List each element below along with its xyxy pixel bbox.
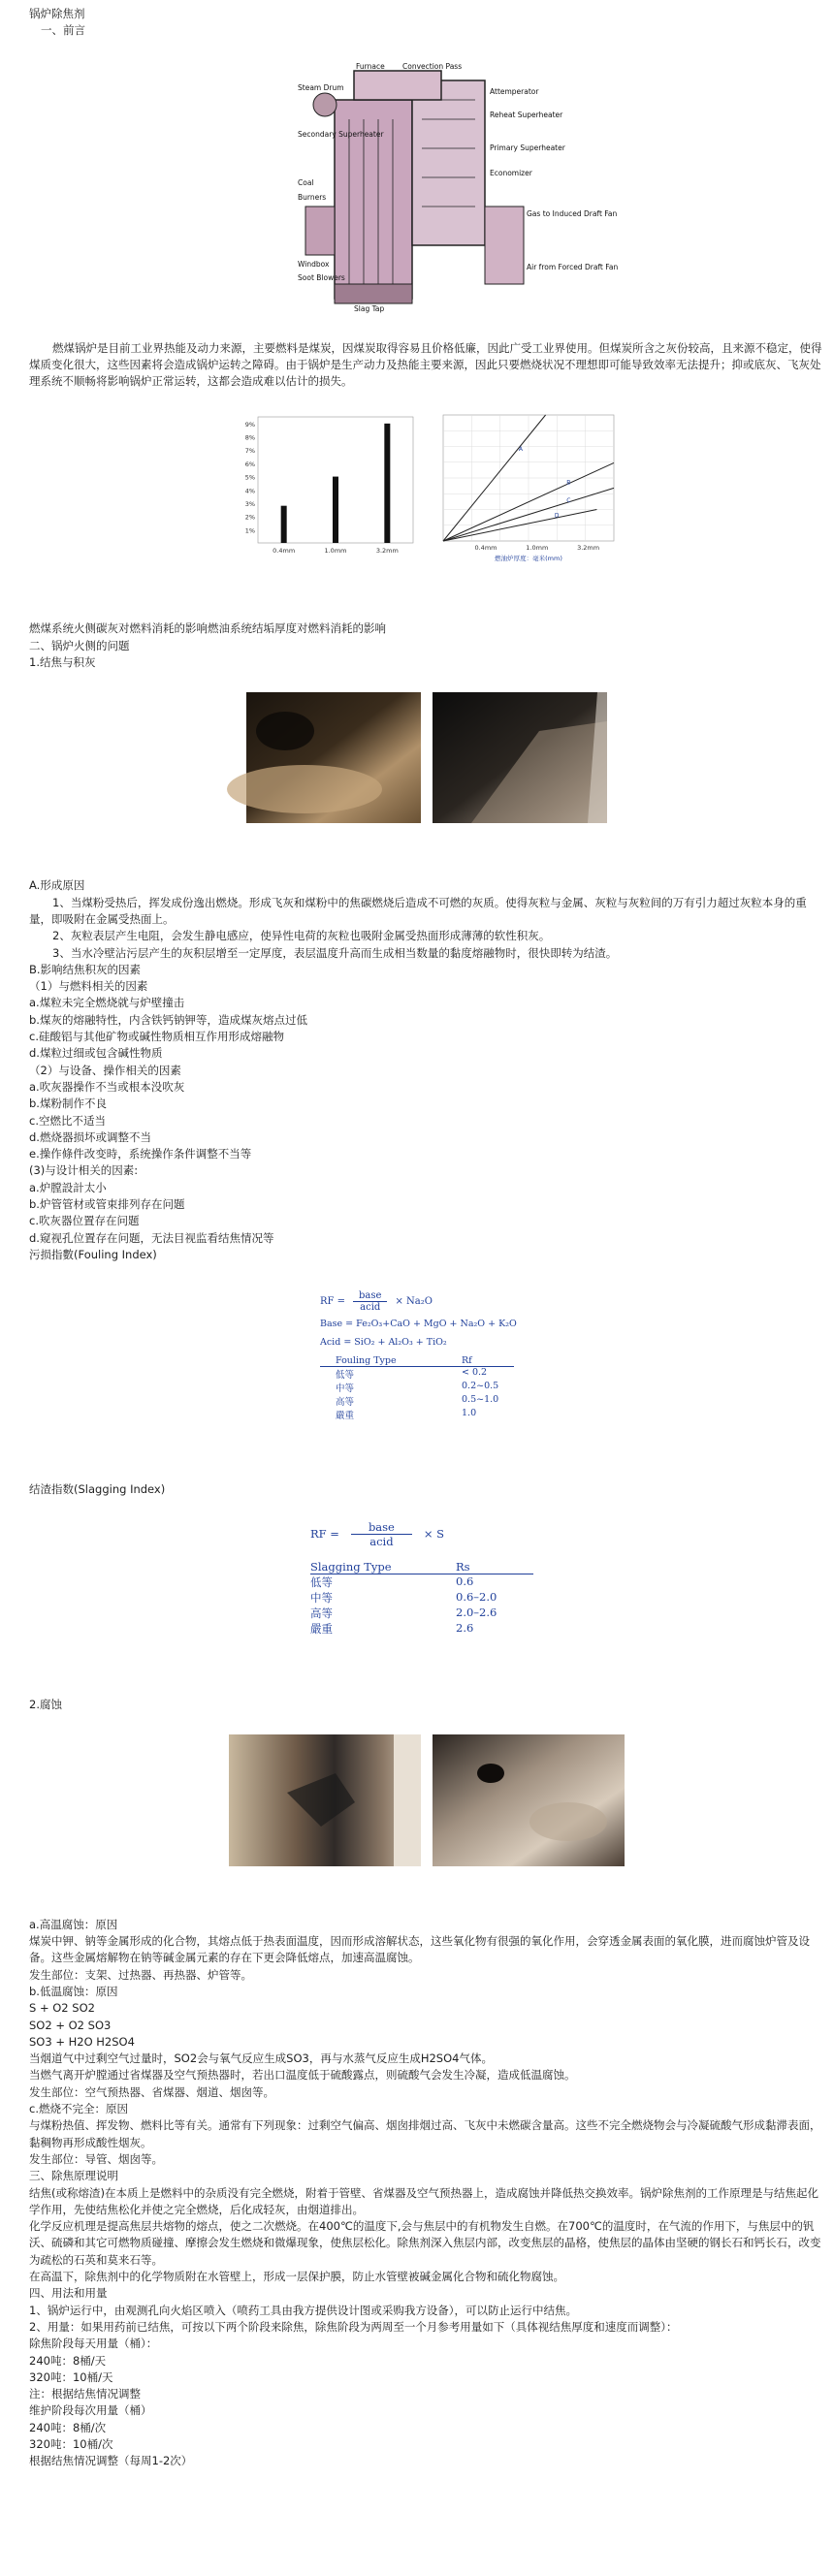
bar-ytick-label: 4% xyxy=(244,487,255,495)
diagram-label-gas: Gas to Induced Draft Fan xyxy=(527,208,618,218)
slagging-title: 结渣指数(Slagging Index) xyxy=(29,1482,166,1497)
table-cell: 嚴重 xyxy=(336,1411,355,1422)
text-line: 发生部位：支架、过热器、再热器、炉管等。 xyxy=(29,1967,252,1982)
fouling-index-formula xyxy=(320,1290,592,1421)
diagram-label-reheat: Reheat Superheater xyxy=(490,110,563,119)
text-line: 除焦阶段每天用量（桶）： xyxy=(29,2337,158,2351)
diagram-label-slagtap: Slag Tap xyxy=(354,303,385,313)
text-line: SO2 + O2 SO3 xyxy=(29,2018,112,2032)
bar-xtick-label: 1.0mm xyxy=(323,547,347,556)
text-line: 四、用法和用量 xyxy=(29,2286,108,2301)
table-cell: 0.5~1.0 xyxy=(462,1394,499,1406)
text-line: d.燃烧器损坏或调整不当 xyxy=(29,1129,151,1144)
bar-xtick-label: 0.4mm xyxy=(272,547,295,556)
table-cell: 嚴重 xyxy=(310,1621,333,1636)
cause-paragraph-1: 1、当煤粉受热后，挥发成份逸出燃烧。形成飞灰和煤粉中的焦碳燃烧后造成不可燃的灰质。使得灰粒与金属、灰粒与灰粒间的万有引力超过灰粒本身的重量，即吸附在金属受热面上。 xyxy=(29,895,807,926)
fouling-rf: RF = xyxy=(320,1296,346,1308)
slag-col1: Slagging Type xyxy=(310,1559,392,1574)
table-cell: 0.6 xyxy=(456,1574,474,1588)
table-row xyxy=(310,1574,601,1590)
text-line: （1）与燃料相关的因素 xyxy=(29,979,148,994)
diagram-label-steam-drum: Steam Drum xyxy=(298,82,344,92)
table-row xyxy=(310,1590,601,1606)
chart-caption: 燃煤系统火侧碳灰对燃料消耗的影响燃油系统结垢厚度对燃料消耗的影响 xyxy=(29,621,386,636)
bar-ytick-label: 1% xyxy=(244,526,255,535)
bar-xtick-label: 3.2mm xyxy=(375,547,399,556)
table-cell: 中等 xyxy=(310,1590,333,1605)
diagram-label-attemperator: Attemperator xyxy=(490,86,539,96)
bar-ytick-label: 9% xyxy=(244,421,255,429)
slag-rf: RF = xyxy=(310,1527,339,1541)
bar-ytick-label: 7% xyxy=(244,447,255,456)
corrosion-photos xyxy=(29,1734,824,1866)
corrosion-and-usage-text xyxy=(29,1917,824,2470)
series-label: B xyxy=(565,480,570,488)
table-cell: 低等 xyxy=(336,1370,355,1382)
table-row xyxy=(310,1621,601,1637)
line-xtick-label: 1.0mm xyxy=(525,544,548,553)
text-line: 三、除焦原理说明 xyxy=(29,2169,118,2183)
text-line: e.操作條件改变時，系统操作条件调整不当等 xyxy=(29,1147,252,1161)
table-cell: 2.6 xyxy=(456,1620,474,1635)
table-cell: 2.0–2.6 xyxy=(456,1605,497,1619)
slag-table-body xyxy=(310,1574,601,1637)
diagram-label-sootblowers: Soot Blowers xyxy=(298,272,345,282)
text-line: （2）与设备、操作相关的因素 xyxy=(29,1063,181,1077)
text-line: 1、锅炉运行中，由观测孔向火焰区喷入（喷药工具由我方提供设计图或采购我方设备），可以防止运行中结焦。 xyxy=(29,2303,578,2317)
text-line: 当燃气离开炉膛通过省煤器及空气预热器时，若出口温度低于硫酸露点，则硫酸气会发生冷凝，造成低温腐蚀。 xyxy=(29,2068,576,2083)
intro-paragraph: 燃煤锅炉是目前工业界热能及动力来源，主要燃料是煤炭，因煤炭取得容易且价格低廉，因此广受工业界使用。但煤炭所含之灰份较高，且来源不稳定，使得煤质变化很大，这些因素将会造成锅炉运转之障碍。由于锅炉是生产动力及热能主要来源，因此只要燃烧状况不理想即可能导致效率无法提升；抑或底灰、飞灰处理系统不顺畅将影响锅炉正常运转，这都会造成难以估计的损失。 xyxy=(29,340,822,389)
fouling-den: acid xyxy=(360,1302,381,1314)
text-line: c.吹灰器位置存在问题 xyxy=(29,1214,140,1228)
boiler-diagram-figure xyxy=(29,61,824,315)
text-line: a.炉膛設計太小 xyxy=(29,1180,107,1194)
table-cell: 1.0 xyxy=(462,1408,477,1419)
fouling-col1: Fouling Type xyxy=(336,1355,397,1367)
text-line: 与煤粉热值、挥发物、燃料比等有关。通常有下列现象：过剩空气偏高、烟囱排烟过高、飞灰中未燃碳含量高。这些不完全燃烧物会与冷凝硫酸气形成黏滞表面，黏稠物再形成酸性烟灰。 xyxy=(29,2118,821,2149)
line-xaxis-title: 燃油炉厚度：毫米(mm) xyxy=(494,555,562,563)
corrosion-photo-2 xyxy=(433,1734,625,1866)
cause-heading: A.形成原因 xyxy=(29,878,85,893)
fuel-loss-bar-chart xyxy=(231,409,420,569)
text-line: 320吨：10桶/天 xyxy=(29,2369,113,2384)
bar xyxy=(333,477,338,543)
text-line: 当烟道气中过剩空气过量时，SO2会与氧气反应生成SO3，再与水蒸气反应生成H2SO4气体。 xyxy=(29,2051,493,2066)
text-line: (3)与设计相关的因素: xyxy=(29,1163,139,1178)
table-row xyxy=(320,1367,592,1381)
text-line: 维护阶段每次用量（桶） xyxy=(29,2403,152,2418)
diagram-label-furnace: Furnace xyxy=(356,61,385,71)
series-label: C xyxy=(565,497,570,505)
text-line: 发生部位：导管、烟囱等。 xyxy=(29,2151,163,2166)
line-xtick-label: 3.2mm xyxy=(576,544,599,553)
line-xtick-label: 0.4mm xyxy=(473,544,497,553)
text-line: a.煤粒未完全燃烧就与炉壁撞击 xyxy=(29,996,185,1010)
bar-ytick-label: 3% xyxy=(244,500,255,509)
text-line: a.高温腐蚀：原因 xyxy=(29,1917,118,1931)
factor-list xyxy=(29,962,824,1263)
doc-title: 锅炉除焦剂 xyxy=(29,7,85,20)
bar-ytick-label: 6% xyxy=(244,461,255,469)
table-row xyxy=(320,1394,592,1408)
text-line: 化学反应机理是提高焦层共熔物的熔点，使之二次燃烧。在400℃的温度下,会与焦层中的有机物发生自燃。在700℃的温度时，在气流的作用下，与焦层中的钒沃、硫磷和其它可燃物质碰撞、摩擦会发生燃烧和微爆现象，使焦层松化。除焦剂深入焦层内部，改变焦层的晶格，使焦层的晶体由坚硬的钢长石和钙长石，改变为疏松的石英和莫来石等。 xyxy=(29,2219,821,2267)
text-line: 2、用量：如果用药前已结焦，可按以下两个阶段来除焦，除焦阶段为两周至一个月参考用量如下（具体视结焦厚度和速度而调整）： xyxy=(29,2319,678,2334)
text-line: SO3 + H2O H2SO4 xyxy=(29,2034,135,2049)
diagram-label-convection: Convection Pass xyxy=(402,61,463,71)
text-line: 在高温下，除焦剂中的化学物质附在水管壁上，形成一层保护膜，防止水管壁被碱金属化合物和硫化物腐蚀。 xyxy=(29,2270,564,2284)
table-cell: 高等 xyxy=(336,1397,355,1409)
diagram-label-primary: Primary Superheater xyxy=(490,143,565,152)
charts-row xyxy=(29,409,824,574)
text-line: c.空燃比不适当 xyxy=(29,1113,106,1128)
section-heading: 一、前言 xyxy=(41,23,85,38)
bar-ytick-label: 5% xyxy=(244,474,255,483)
text-line: 320吨：10桶/次 xyxy=(29,2437,113,2451)
text-line: c.硅酸铝与其他矿物或碱性物质相互作用形成熔融物 xyxy=(29,1030,284,1044)
text-line: b.煤粉制作不良 xyxy=(29,1097,107,1111)
diagram-label-coal: Coal xyxy=(298,177,314,187)
cause-paragraph-2: 2、灰粒表层产生电阻，会发生静电感应，使异性电荷的灰粒也吸附金属受热面形成薄薄的软性积灰。 xyxy=(52,929,551,943)
coking-photos xyxy=(29,692,824,823)
diagram-label-windbox: Windbox xyxy=(298,259,330,269)
fouling-table-body xyxy=(320,1367,592,1421)
corrosion-photo-1 xyxy=(229,1734,421,1866)
text-line: 240吨：8桶/天 xyxy=(29,2353,107,2368)
table-cell: < 0.2 xyxy=(462,1367,488,1379)
slag-col2: Rs xyxy=(456,1559,470,1574)
series-label: D xyxy=(554,512,560,520)
table-row xyxy=(320,1408,592,1421)
slag-den: acid xyxy=(369,1534,394,1548)
text-line: 污损指數(Fouling Index) xyxy=(29,1247,157,1261)
text-line: B.影响结焦积灰的因素 xyxy=(29,962,142,976)
table-cell: 中等 xyxy=(336,1383,355,1395)
fouling-tail: × Na₂O xyxy=(395,1296,433,1308)
table-row xyxy=(310,1606,601,1621)
slag-photo-2 xyxy=(433,692,607,823)
fouling-num: base xyxy=(353,1290,387,1302)
text-line: b.炉管管材或管束排列存在问题 xyxy=(29,1197,185,1212)
text-line: 根据结焦情况调整（每周1-2次） xyxy=(29,2454,193,2468)
table-row xyxy=(320,1381,592,1394)
series-label: A xyxy=(518,446,523,454)
bar-ytick-label: 2% xyxy=(244,514,255,523)
subheading-coking: 1.结焦与积灰 xyxy=(29,655,96,670)
fuel-loss-line-chart xyxy=(430,409,624,574)
diagram-label-economizer: Economizer xyxy=(490,168,532,177)
article xyxy=(29,0,824,2470)
subheading-corrosion: 2.腐蚀 xyxy=(29,1697,62,1711)
text-line: 发生部位：空气预热器、省煤器、烟道、烟囱等。 xyxy=(29,2084,274,2099)
text-line: 注：根据结焦情况调整 xyxy=(29,2387,141,2401)
slag-photo-1 xyxy=(246,692,421,823)
slag-num: base xyxy=(351,1520,412,1535)
slagging-index-formula xyxy=(310,1520,601,1637)
boiler-diagram xyxy=(296,61,619,315)
text-line: 煤炭中钾、钠等金属形成的化合物，其熔点低于热表面温度，因而形成溶解状态，这些氧化物有很强的氧化作用，会穿透金属表面的氧化膜，进而腐蚀炉管及设备。这些金属熔解物在钠等碱金属元素的存在下更会降低熔点，加速高温腐蚀。 xyxy=(29,1934,810,1965)
diagram-label-air: Air from Forced Draft Fan xyxy=(527,262,619,271)
text-line: d.窥视孔位置存在问题，无法目视监看结焦情况等 xyxy=(29,1230,274,1245)
bar xyxy=(384,424,390,543)
fouling-base: Base = Fe₂O₃+CaO + MgO + Na₂O + K₂O xyxy=(320,1319,517,1330)
text-line: 240吨：8桶/次 xyxy=(29,2420,107,2434)
text-line: c.燃烧不完全：原因 xyxy=(29,2102,128,2116)
bar-ytick-label: 8% xyxy=(244,434,255,443)
text-line: 结焦(或称熔渣)在本质上是燃料中的杂质没有完全燃烧，附着于管壁、省煤器及空气预热器上，造成腐蚀并降低热交换效率。锅炉除焦剂的工作原理是与结焦起化学作用，先使结焦松化并使之完全燃烧，后化成轻灰，由烟道排出。 xyxy=(29,2185,818,2216)
text-line: b.煤灰的熔融特性，内含铁钙钠钾等，造成煤灰熔点过低 xyxy=(29,1012,307,1027)
table-cell: 低等 xyxy=(310,1574,333,1589)
slag-table-header xyxy=(310,1560,533,1574)
section-heading: 二、锅炉火侧的问题 xyxy=(29,638,130,652)
fouling-col2: Rf xyxy=(462,1355,472,1367)
table-cell: 高等 xyxy=(310,1606,333,1620)
text-line: a.吹灰器操作不当或根本没吹灰 xyxy=(29,1079,185,1094)
slag-tail: × S xyxy=(423,1527,445,1541)
text-line: b.低温腐蚀：原因 xyxy=(29,1984,118,1998)
fouling-table-header xyxy=(320,1355,514,1367)
cause-paragraph-3: 3、当水冷壁沾污层产生的灰积层增至一定厚度，表层温度升高而生成相当数量的黏度熔融物时，很快即转为结渣。 xyxy=(52,945,618,960)
fouling-acid: Acid = SiO₂ + Al₂O₃ + TiO₂ xyxy=(320,1337,447,1349)
diagram-label-burners: Burners xyxy=(298,192,327,202)
text-line: d.煤粒过细或包含碱性物质 xyxy=(29,1046,163,1061)
table-cell: 0.2~0.5 xyxy=(462,1381,499,1392)
diagram-label-secondary: Secondary Superheater xyxy=(298,129,384,139)
table-cell: 0.6–2.0 xyxy=(456,1589,497,1604)
text-line: S + O2 SO2 xyxy=(29,2001,95,2016)
bar xyxy=(280,506,286,543)
